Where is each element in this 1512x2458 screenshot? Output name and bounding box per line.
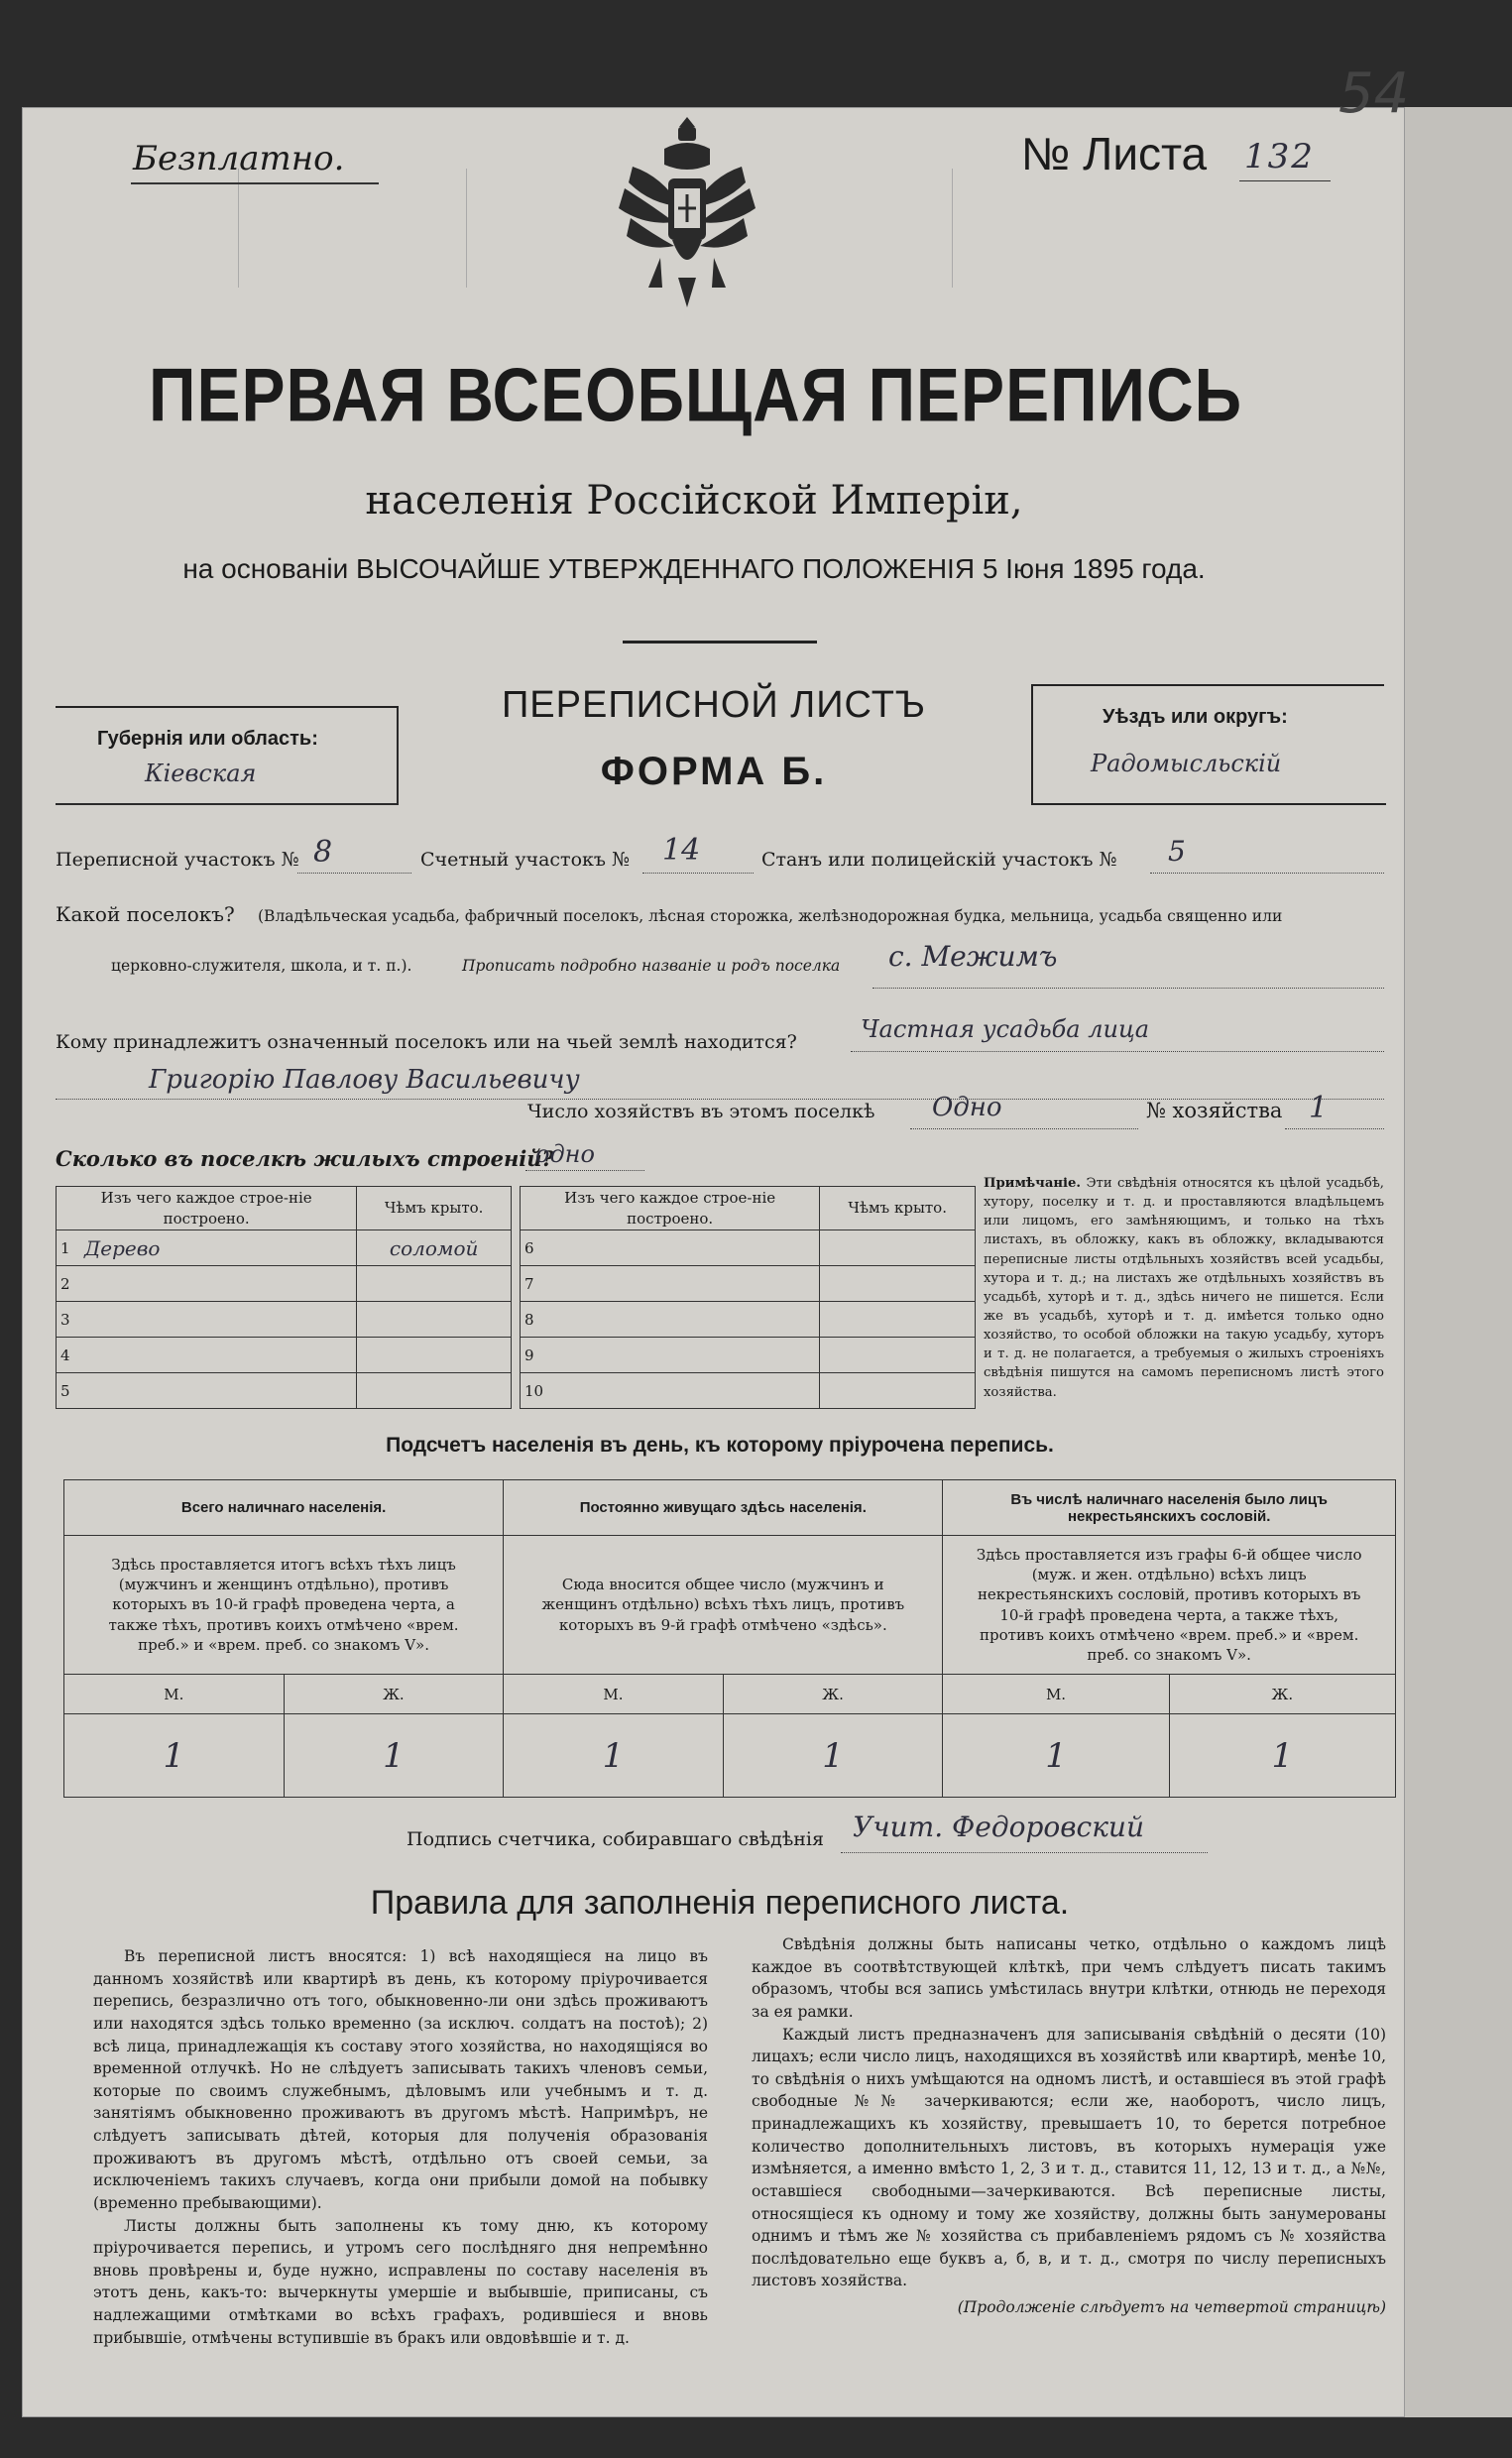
population-table [63, 1479, 1396, 1798]
rules-right-p1: Свѣдѣнія должны быть написаны четко, отдѣльно о каждомъ лицѣ каждое въ соотвѣтствующей клѣткѣ, при чемъ слѣдуетъ писать такимъ образомъ, чтобы вся запись умѣстилась внутри клѣтки, отнюдь не переходя за ея рамки. [752, 1935, 1386, 2021]
note-text: Эти свѣдѣнія относятся къ цѣлой усадьбѣ, хутору, поселку и т. д. и проставляются владѣльцемъ или лицомъ, его замѣняющимъ, и только на тѣхъ листахъ, въ обложку, какъ въ обложку, вкладываются переписные листы отдѣльныхъ хозяйствъ всей усадьбы, хутора и т. д.; на листахъ же отдѣльныхъ хозяйствъ въ усадьбѣ, хуторѣ и т. д., здѣсь ничего не пишется. Если же въ усадьбѣ, хуторѣ и т. д. имѣется только одно хозяйство, то особой обложки на такую усадьбу, хуторъ и т. д. не полагается, а требуемыя о жилыхъ строеніяхъ свѣдѣнія пишутся на самомъ переписномъ листѣ этого хозяйства. [984, 1176, 1384, 1400]
rules-title: Правила для заполненія переписного листа. [370, 1884, 1070, 1922]
male-header: М. [943, 1675, 1169, 1714]
rules-continued: (Продолженіе слѣдуетъ на четвертой страницѣ) [957, 2298, 1386, 2316]
district-box-top [1031, 684, 1384, 686]
population-title: Подсчетъ населенія въ день, къ которому пріурочена перепись. [386, 1434, 1054, 1457]
row-number: 4 [57, 1338, 81, 1373]
row-number: 3 [57, 1302, 81, 1338]
count-total-male[interactable]: 1 [64, 1714, 285, 1798]
row-number: 7 [521, 1266, 551, 1302]
female-header: Ж. [1169, 1675, 1395, 1714]
count-permanent-female[interactable]: 1 [723, 1714, 943, 1798]
rules-left-p2: Листы должны быть заполнены къ тому дню, къ которому пріурочивается перепись, и утромъ сего послѣдняго дня непремѣнно вновь провѣрены и, буде нужно, исправлены по составу населенія въ этотъ день, какъ-то: вычеркнуты умершіе и выбывшіе, приписаны, съ надлежащими отмѣтками во всѣхъ графахъ, родившіеся и вновь прибывшіе, отмѣчены вступившіе въ бракъ или овдовѣвшіе и т. д. [93, 2216, 708, 2347]
buildings-table-right [520, 1186, 976, 1409]
male-header: М. [64, 1675, 285, 1714]
count-nonpeasant-male[interactable]: 1 [943, 1714, 1169, 1798]
buildings-line [525, 1170, 644, 1171]
owner-line-1 [851, 1051, 1384, 1052]
col1-text: Здѣсь проставляется итогъ всѣхъ тѣхъ лицъ (мужчинъ и женщинъ отдѣльно), противъ которыхъ въ 10-й графѣ проведена черта, а также тѣхъ, противъ коихъ отмѣчено «врем. преб.» и «врем. преб. со знакомъ V». [64, 1536, 504, 1675]
col-material-left: Изъ чего каждое строе-ніе построено. [57, 1187, 357, 1230]
building-material[interactable]: Дерево [80, 1230, 357, 1266]
signature-label: Подпись счетчика, собиравшаго свѣдѣнія [407, 1828, 824, 1850]
district-value[interactable]: Радомысльскій [1091, 750, 1282, 777]
household-no-value[interactable]: 1 [1309, 1091, 1329, 1125]
census-subtitle: населенія Россійской Имперіи, [365, 478, 1023, 524]
province-label: Губернія или область: [97, 728, 318, 750]
col-material-right: Изъ чего каждое строе-ніе построено. [521, 1187, 820, 1230]
stan-value[interactable]: 5 [1168, 835, 1186, 868]
count-area-line [642, 873, 754, 874]
col3-text: Здѣсь проставляется изъ графы 6-й общее число (муж. и жен. отдѣльно) всѣхъ лицъ некрестьянскихъ сословій, противъ которыхъ въ 10-й графѣ проведена черта, а также тѣхъ, противъ коихъ отмѣчено «врем. преб.» и «врем. преб. со знакомъ V». [943, 1536, 1396, 1675]
sheet-number-value[interactable]: 132 [1244, 137, 1315, 176]
buildings-note [984, 1174, 1384, 1402]
female-header: Ж. [284, 1675, 504, 1714]
note-title: Примѣчаніе. [984, 1176, 1082, 1191]
settlement-line [872, 988, 1384, 989]
row-number: 10 [521, 1373, 551, 1409]
form-name: ФОРМА Б. [600, 750, 828, 793]
building-material[interactable] [550, 1230, 820, 1266]
stan-line [1150, 873, 1384, 874]
census-area-value[interactable]: 8 [313, 835, 333, 870]
households-line [910, 1128, 1138, 1129]
row-number: 6 [521, 1230, 551, 1266]
building-material[interactable] [80, 1266, 357, 1302]
rules-left-column [93, 1945, 708, 2349]
district-box [1031, 684, 1386, 805]
buildings-label: Сколько въ поселкѣ жилыхъ строеній? [56, 1146, 554, 1171]
sheet-number-label: № Листа [1021, 128, 1208, 179]
building-roof[interactable] [820, 1302, 976, 1338]
building-material[interactable] [550, 1373, 820, 1409]
building-roof[interactable] [820, 1338, 976, 1373]
building-material[interactable] [550, 1266, 820, 1302]
col-roof-left: Чѣмъ крыто. [357, 1187, 512, 1230]
free-underline [131, 182, 379, 184]
female-header: Ж. [723, 1675, 943, 1714]
building-material[interactable] [80, 1302, 357, 1338]
signature-line [841, 1852, 1208, 1853]
col-roof-right: Чѣмъ крыто. [820, 1187, 976, 1230]
rules-right-p2: Каждый листъ предназначенъ для записыванія свѣдѣній о десяти (10) лицахъ; если число лицъ, находящихся въ хозяйствѣ или квартирѣ, менѣе 10, то свѣдѣнія о нихъ умѣщаются на одномъ листѣ, и оставшіеся въ этой графѣ свободные №№ зачеркиваются; если же, наоборотъ, число лицъ, принадлежащихъ къ хозяйству, превышаетъ 10, то берется потребное количество дополнительныхъ листовъ, въ которыхъ нумерація уже измѣняется, а именно вмѣсто 1, 2, 3 и т. д., ставится 11, 12, 13 и т. д., а №№, оставшіеся свободными—зачеркиваются. Всѣ переписные листы, относящіеся къ одному и тому же хозяйству, должны быть занумерованы однимъ и тѣмъ же № хозяйства съ прибавленіемъ рядомъ съ № хозяйства послѣдовательно еще буквъ а, б, в, и т. д., смотря по числу переписныхъ листовъ хозяйства. [752, 2025, 1386, 2290]
settlement-label: Какой поселокъ? [56, 902, 235, 926]
province-box-top [56, 706, 399, 708]
row-number: 2 [57, 1266, 81, 1302]
male-header: М. [504, 1675, 724, 1714]
household-no-label: № хозяйства [1146, 1099, 1283, 1122]
col2-head: Постоянно живущаго здѣсь населенія. [504, 1480, 943, 1536]
settlement-value[interactable]: с. Межимъ [888, 940, 1058, 973]
building-material[interactable] [550, 1338, 820, 1373]
free-label: Безплатно. [133, 139, 345, 178]
title-rule [623, 641, 817, 644]
stan-label: Станъ или полицейскій участокъ № [761, 849, 1117, 871]
building-roof[interactable] [820, 1373, 976, 1409]
building-roof[interactable] [357, 1302, 512, 1338]
buildings-value[interactable]: одно [535, 1140, 595, 1168]
census-title: ПЕРВАЯ ВСЕОБЩАЯ ПЕРЕПИСЬ [149, 352, 1243, 437]
settlement-hint: (Владѣльческая усадьба, фабричный поселокъ, лѣсная сторожка, желѣзнодорожная будка, мельница, усадьба священно или [258, 907, 1283, 925]
settlement-hint-3: Прописать подробно названіе и родъ поселка [462, 957, 841, 975]
census-basis: на основаніи ВЫСОЧАЙШЕ УТВЕРЖДЕННАГО ПОЛОЖЕНІЯ 5 Іюня 1895 года. [182, 553, 1206, 584]
owner-label: Кому принадлежитъ означенный поселокъ или на чьей землѣ находится? [56, 1031, 797, 1053]
count-area-value[interactable]: 14 [662, 833, 701, 868]
sheet-number-line [1239, 180, 1331, 181]
col2-text: Сюда вносится общее число (мужчинъ и женщинъ отдѣльно) всѣхъ тѣхъ лицъ, противъ которыхъ въ 9-й графѣ отмѣчено «здѣсь». [504, 1536, 943, 1675]
count-total-female[interactable]: 1 [284, 1714, 504, 1798]
building-roof[interactable]: соломой [357, 1230, 512, 1266]
count-area-label: Счетный участокъ № [420, 849, 630, 871]
buildings-table-left [56, 1186, 512, 1409]
rules-left-p1: Въ переписной листъ вносятся: 1) всѣ находящіеся на лицо въ данномъ хозяйствѣ или квартирѣ въ день, къ которому пріурочивается перепись, безразлично отъ того, обыкновенно-ли они здѣсь проживаютъ или находятся здѣсь только временно (за исключ. солдатъ на постоѣ); 2) всѣ лица, принадлежащія къ составу этого хозяйства, но находящіяся во временной отлучкѣ. Но не слѣдуетъ записывать такихъ членовъ семьи, которые по своимъ служебнымъ, дѣловымъ или учебнымъ и т. д. занятіямъ обыкновенно проживаютъ въ другомъ мѣстѣ. Напримѣръ, не слѣдуетъ записывать дѣтей, которыя для полученія образованія проживаютъ въ другомъ мѣстѣ, отдѣльно отъ своей семьи, за исключеніемъ такихъ случаевъ, когда они прибыли домой на побывку (временно пребывающими). [93, 1947, 708, 2212]
owner-value-1[interactable]: Частная усадьба лица [861, 1015, 1150, 1043]
row-number: 5 [57, 1373, 81, 1409]
adjacent-page-strip [1405, 107, 1512, 2417]
row-number: 8 [521, 1302, 551, 1338]
district-label: Уѣздъ или округъ: [1103, 706, 1288, 728]
row-number: 9 [521, 1338, 551, 1373]
building-material[interactable] [550, 1302, 820, 1338]
households-label: Число хозяйствъ въ этомъ поселкѣ [527, 1101, 875, 1122]
household-no-line [1285, 1128, 1384, 1129]
building-roof[interactable] [820, 1266, 976, 1302]
rules-right-column [752, 1933, 1386, 2319]
form-title: ПЕРЕПИСНОЙ ЛИСТЪ [501, 684, 926, 726]
building-roof[interactable] [357, 1266, 512, 1302]
households-value[interactable]: Одно [932, 1093, 1002, 1122]
signature-value[interactable]: Учит. Федоровский [853, 1811, 1144, 1843]
building-roof[interactable] [820, 1230, 976, 1266]
archive-page-number: 54 [1338, 61, 1410, 126]
owner-value-2[interactable]: Григорію Павлову Васильевичу [149, 1065, 580, 1095]
building-material[interactable] [80, 1338, 357, 1373]
row-number: 1 [57, 1230, 81, 1266]
building-material[interactable] [80, 1373, 357, 1409]
building-roof[interactable] [357, 1373, 512, 1409]
col1-head: Всего наличнаго населенія. [64, 1480, 504, 1536]
census-area-line [297, 873, 411, 874]
census-area-label: Переписной участокъ № [56, 849, 299, 871]
count-permanent-male[interactable]: 1 [504, 1714, 724, 1798]
settlement-hint-2: церковно-служителя, школа, и т. п.). [111, 957, 412, 975]
province-value[interactable]: Кіевская [145, 760, 257, 787]
col3-head: Въ числѣ наличнаго населенія было лицъ некрестьянскихъ сословій. [943, 1480, 1396, 1536]
building-roof[interactable] [357, 1338, 512, 1373]
count-nonpeasant-female[interactable]: 1 [1169, 1714, 1395, 1798]
province-box [56, 708, 399, 805]
coat-of-arms-emblem [613, 109, 761, 322]
